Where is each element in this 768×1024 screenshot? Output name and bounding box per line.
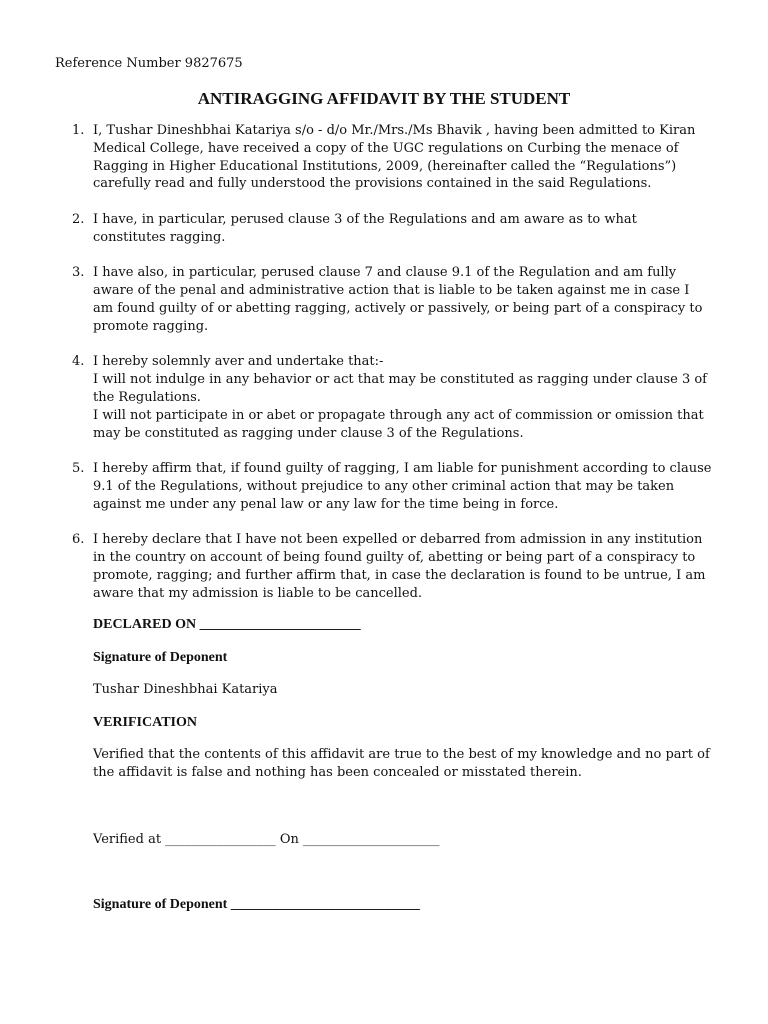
clause-number: 3. [72, 265, 85, 281]
clause-number: 6. [72, 532, 85, 548]
affidavit-clauses [72, 122, 713, 620]
reference-number: Reference Number 9827675 [55, 56, 243, 71]
clause-text: I, Tushar Dineshbhai Katariya s/o - d/o Mr./Mrs./Ms Bhavik , having been admitted to Kiran Medical College, have received a copy of the UGC regulations on Curbing the menace of Ragging in Higher Educational Institutions, 2009, (hereinafter called the “Regulations”) carefully read and fully understood the provisions contained in the said Regulations. [93, 123, 696, 192]
clause-number: 4. [72, 354, 85, 370]
clause-text: I hereby solemnly aver and undertake that:- [93, 354, 384, 370]
page-title: ANTIRAGGING AFFIDAVIT BY THE STUDENT [197, 89, 571, 108]
signature-label: Signature of Deponent [93, 650, 228, 665]
clause-text: I hereby declare that I have not been expelled or debarred from admission in any institution in the country on account of being found guilty of, abetting or being part of a conspiracy to promote, ragging; and further affirm that, in case the declaration is found to be untrue, I am aware that my admission is liable to be cancelled. [93, 532, 706, 601]
clause-text: I have also, in particular, perused clause 7 and clause 9.1 of the Regulation and am fully aware of the penal and administrative action that is liable to be taken against me in case I am found guilty of or abetting ragging, actively or passively, or being part of a conspiracy to promote ragging. [93, 265, 703, 334]
final-signature-line: Signature of Deponent ___________________________ [93, 897, 420, 912]
clause-number: 1. [72, 123, 85, 138]
verification-heading: VERIFICATION [93, 715, 197, 730]
verified-at-line: Verified at _________________ On _____________________ [93, 832, 440, 847]
clause-number: 5. [72, 461, 85, 477]
clause-text: I hereby affirm that, if found guilty of ragging, I am liable for punishment according to clause 9.1 of the Regulations, without prejudice to any other criminal action that may be taken against me under any penal law or any law for the time being in force. [93, 461, 712, 512]
clause-text: I will not indulge in any behavior or act that may be constituted as ragging under clause 3 of the Regulations. [93, 372, 707, 405]
clause-item [72, 211, 713, 247]
clause-text: I will not participate in or abet or propagate through any act of commission or omission that may be constituted as ragging under clause 3 of the Regulations. [93, 407, 704, 441]
declared-on-line: DECLARED ON _______________________ [93, 617, 361, 632]
clause-item [72, 531, 713, 602]
verification-text: Verified that the contents of this affidavit are true to the best of my knowledge and no part of the affidavit is false and nothing has been concealed or misstated therein. [93, 747, 710, 780]
clause-item [72, 264, 713, 335]
deponent-name: Tushar Dineshbhai Katariya [93, 682, 278, 697]
clause-text: I have, in particular, perused clause 3 of the Regulations and am aware as to what constitutes ragging. [93, 211, 637, 245]
clause-item [72, 122, 713, 193]
clause-number: 2. [72, 211, 85, 227]
clause-item [72, 460, 713, 513]
clause-item [72, 353, 713, 442]
